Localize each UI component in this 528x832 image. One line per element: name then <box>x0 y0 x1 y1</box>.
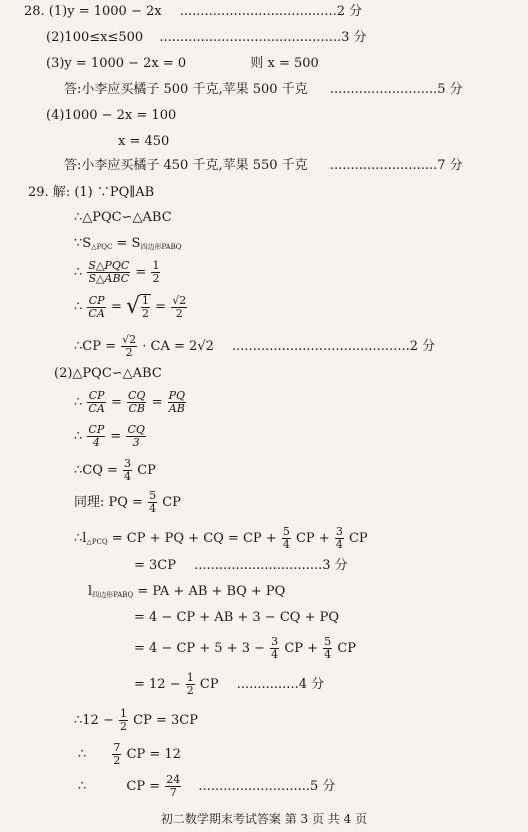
q29-area-eq: $\because S_{\triangle PQC} = S_{四边形PABQ}$ <box>74 236 182 251</box>
q28-answer-3: 答:小李应买橘子 500 千克,苹果 500 千克 ..........................5 分 <box>64 82 463 97</box>
fraction: $\frac{1}{2}$ <box>119 707 127 733</box>
fraction: $\frac{1}{2}$ <box>152 259 160 285</box>
q29-cp-value: ∴CP = $\frac{√2}{2}$ · CA = 2√2 ...........................................2 分 <box>74 333 436 359</box>
q29-perimeter-tri-result: = 3CP ...............................3 分 <box>134 558 348 573</box>
fraction: $\frac{24}{7}$ <box>166 773 181 799</box>
page-footer: 初二数学期末考试答案 第 3 页 共 4 页 <box>160 812 368 826</box>
fraction: $\frac{√2}{2}$ <box>122 333 137 359</box>
q28-line-5: x = 450 <box>118 134 170 149</box>
fraction: $\frac{7}{2}$ <box>113 741 121 767</box>
fraction: $\frac{CP}{CA}$ <box>88 293 105 320</box>
q29-eq-1: ∴12 − $\frac{1}{2}$ CP = 3CP <box>74 707 198 733</box>
fraction: $\frac{CP}{4}$ <box>88 423 105 449</box>
q29-cp-ratio: ∴ $\frac{CP}{CA}$ = √ $\frac{1}{2}$ = $\frac{√2}{2}$ <box>74 293 187 320</box>
q29-perimeter-tri: $\therefore l_{\triangle PCQ}$ = CP + PQ + CQ = CP + $\frac{5}{4}$ CP + $\frac{3}{4}$ CP <box>74 525 368 551</box>
q29-perimeter-quad-4: = 12 − $\frac{1}{2}$ CP ...............4 分 <box>134 671 325 697</box>
q29-perimeter-quad-2: = 4 − CP + AB + 3 − CQ + PQ <box>134 610 339 625</box>
q28-line-2: (2)100≤x≤500 ............................................3 分 <box>46 30 367 45</box>
q29-cq: ∴CQ = $\frac{3}{4}$ CP <box>74 457 156 483</box>
q29-eq-3: ∴ CP = $\frac{24}{7}$ ...........................5 分 <box>78 773 336 799</box>
q29-part2-head: (2)△PQC∽△ABC <box>54 366 162 381</box>
q28-line-3: (3)y = 1000 − 2x = 0 则 x = 500 <box>46 56 319 71</box>
q28-line-1: 28. (1)y = 1000 − 2x ......................................2 分 <box>24 4 363 19</box>
q29-pq: 同理: PQ = $\frac{5}{4}$ CP <box>74 489 181 515</box>
fraction: $\frac{3}{4}$ <box>124 457 132 483</box>
fraction: $\frac{CQ}{3}$ <box>127 423 145 449</box>
q29-perimeter-quad-3: = 4 − CP + 5 + 3 − $\frac{3}{4}$ CP + $\frac{5}{4}$ CP <box>134 635 357 661</box>
fraction: $\frac{5}{4}$ <box>149 489 157 515</box>
fraction: $\frac{\text{S△PQC}}{\text{S△ABC}}$ <box>88 259 130 285</box>
fraction: $\frac{3}{4}$ <box>335 525 343 551</box>
q29-head: 29. 解: (1) ∵PQ∥AB <box>28 185 155 200</box>
fraction: $\frac{PQ}{AB}$ <box>168 389 186 415</box>
fraction: $\frac{CQ}{CB}$ <box>127 389 146 415</box>
fraction: $\frac{5}{4}$ <box>282 525 290 551</box>
q28-line-4: (4)1000 − 2x = 100 <box>46 108 177 123</box>
fraction: $\frac{5}{4}$ <box>324 635 332 661</box>
fraction: $\frac{1}{2}$ <box>186 671 194 697</box>
q28-answer-4: 答:小李应买橘子 450 千克,苹果 550 千克 ..........................7 分 <box>64 158 463 173</box>
fraction: $\frac{√2}{2}$ <box>172 293 187 320</box>
q29-eq-2: ∴ $\frac{7}{2}$ CP = 12 <box>78 741 181 767</box>
sqrt-symbol: √ $\frac{1}{2}$ <box>125 294 150 320</box>
fraction: $\frac{3}{4}$ <box>271 635 279 661</box>
fraction: $\frac{1}{2}$ <box>142 294 150 320</box>
q29-prop-4-3: ∴ $\frac{CP}{4}$ = $\frac{CQ}{3}$ <box>74 423 145 449</box>
fraction: $\frac{CP}{CA}$ <box>88 389 105 415</box>
q29-prop-ratio: ∴ $\frac{CP}{CA}$ = $\frac{CQ}{CB}$ = $\frac{PQ}{AB}$ <box>74 389 186 415</box>
q29-area-ratio: ∴ $\frac{\text{S△PQC}}{\text{S△ABC}}$ = $\frac{1}{2}$ <box>74 259 160 285</box>
q29-sim1: ∴△PQC∽△ABC <box>74 210 172 225</box>
q29-perimeter-quad: $l_{四边形PABQ}$ = PA + AB + BQ + PQ <box>88 584 286 599</box>
